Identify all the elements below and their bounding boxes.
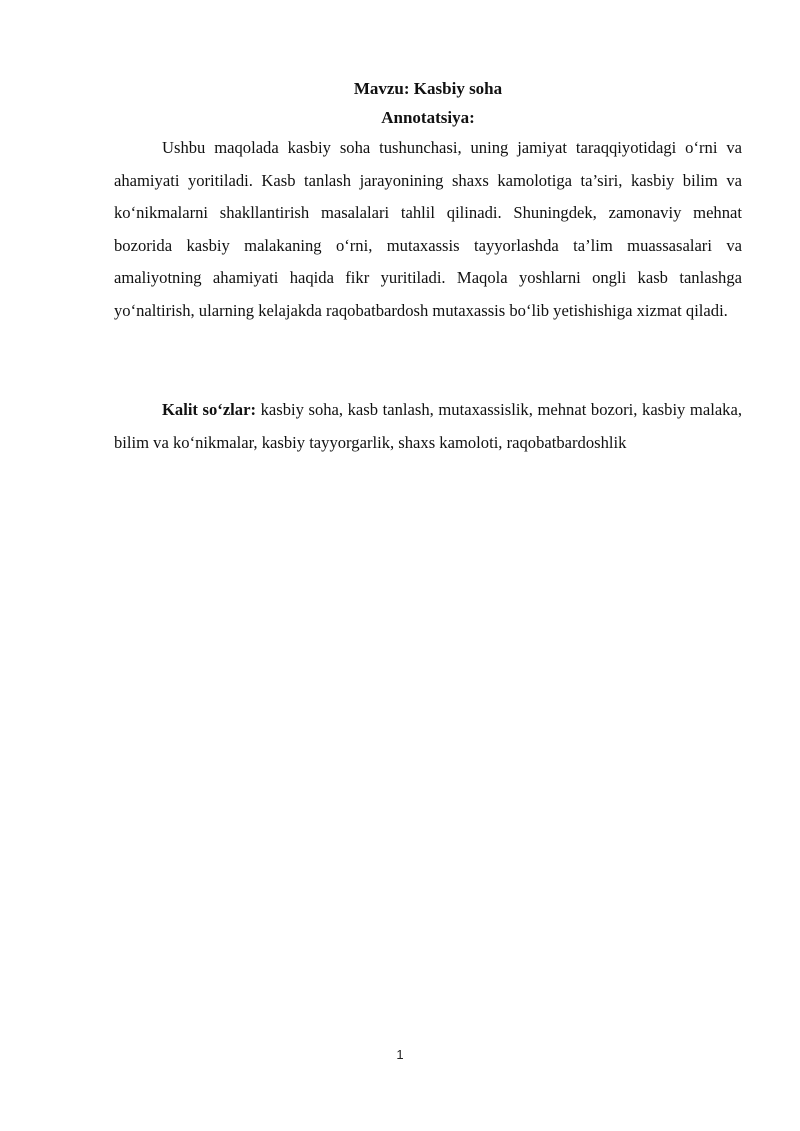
keywords-paragraph — [114, 393, 742, 460]
abstract-paragraph: Ushbu maqolada kasbiy soha tushunchasi, uning jamiyat taraqqiyotidagi o‘rni va ahamiyati yoritiladi. Kasb tanlash jarayonining shaxs kamolotiga ta’siri, kasbiy bilim va ko‘nikmalarni shakllantirish masalalari tahlil qilinadi. Shuningdek, zamonaviy mehnat bozorida kasbiy malakaning o‘rni, mutaxassis tayyorlashda ta’lim muassasalari va amaliyotning ahamiyati haqida fikr yuritiladi. Maqola yoshlarni ongli kasb tanlashga yo‘naltirish, ularning kelajakda raqobatbardosh mutaxassis bo‘lib yetishishiga xizmat qiladi. — [114, 138, 742, 320]
document-title: Mavzu: Kasbiy soha — [353, 79, 503, 98]
page-number: 1 — [396, 1047, 404, 1062]
abstract-heading: Annotatsiya: — [381, 108, 475, 127]
keywords-text: kasbiy soha, kasb tanlash, mutaxassislik, mehnat bozori, kasbiy malaka, bilim va ko‘nikmalar, kasbiy tayyorgarlik, shaxs kamoloti, raqobatbardoshlik — [114, 399, 742, 453]
page-content — [114, 74, 742, 460]
keywords-label: Kalit so‘zlar: — [162, 399, 256, 419]
